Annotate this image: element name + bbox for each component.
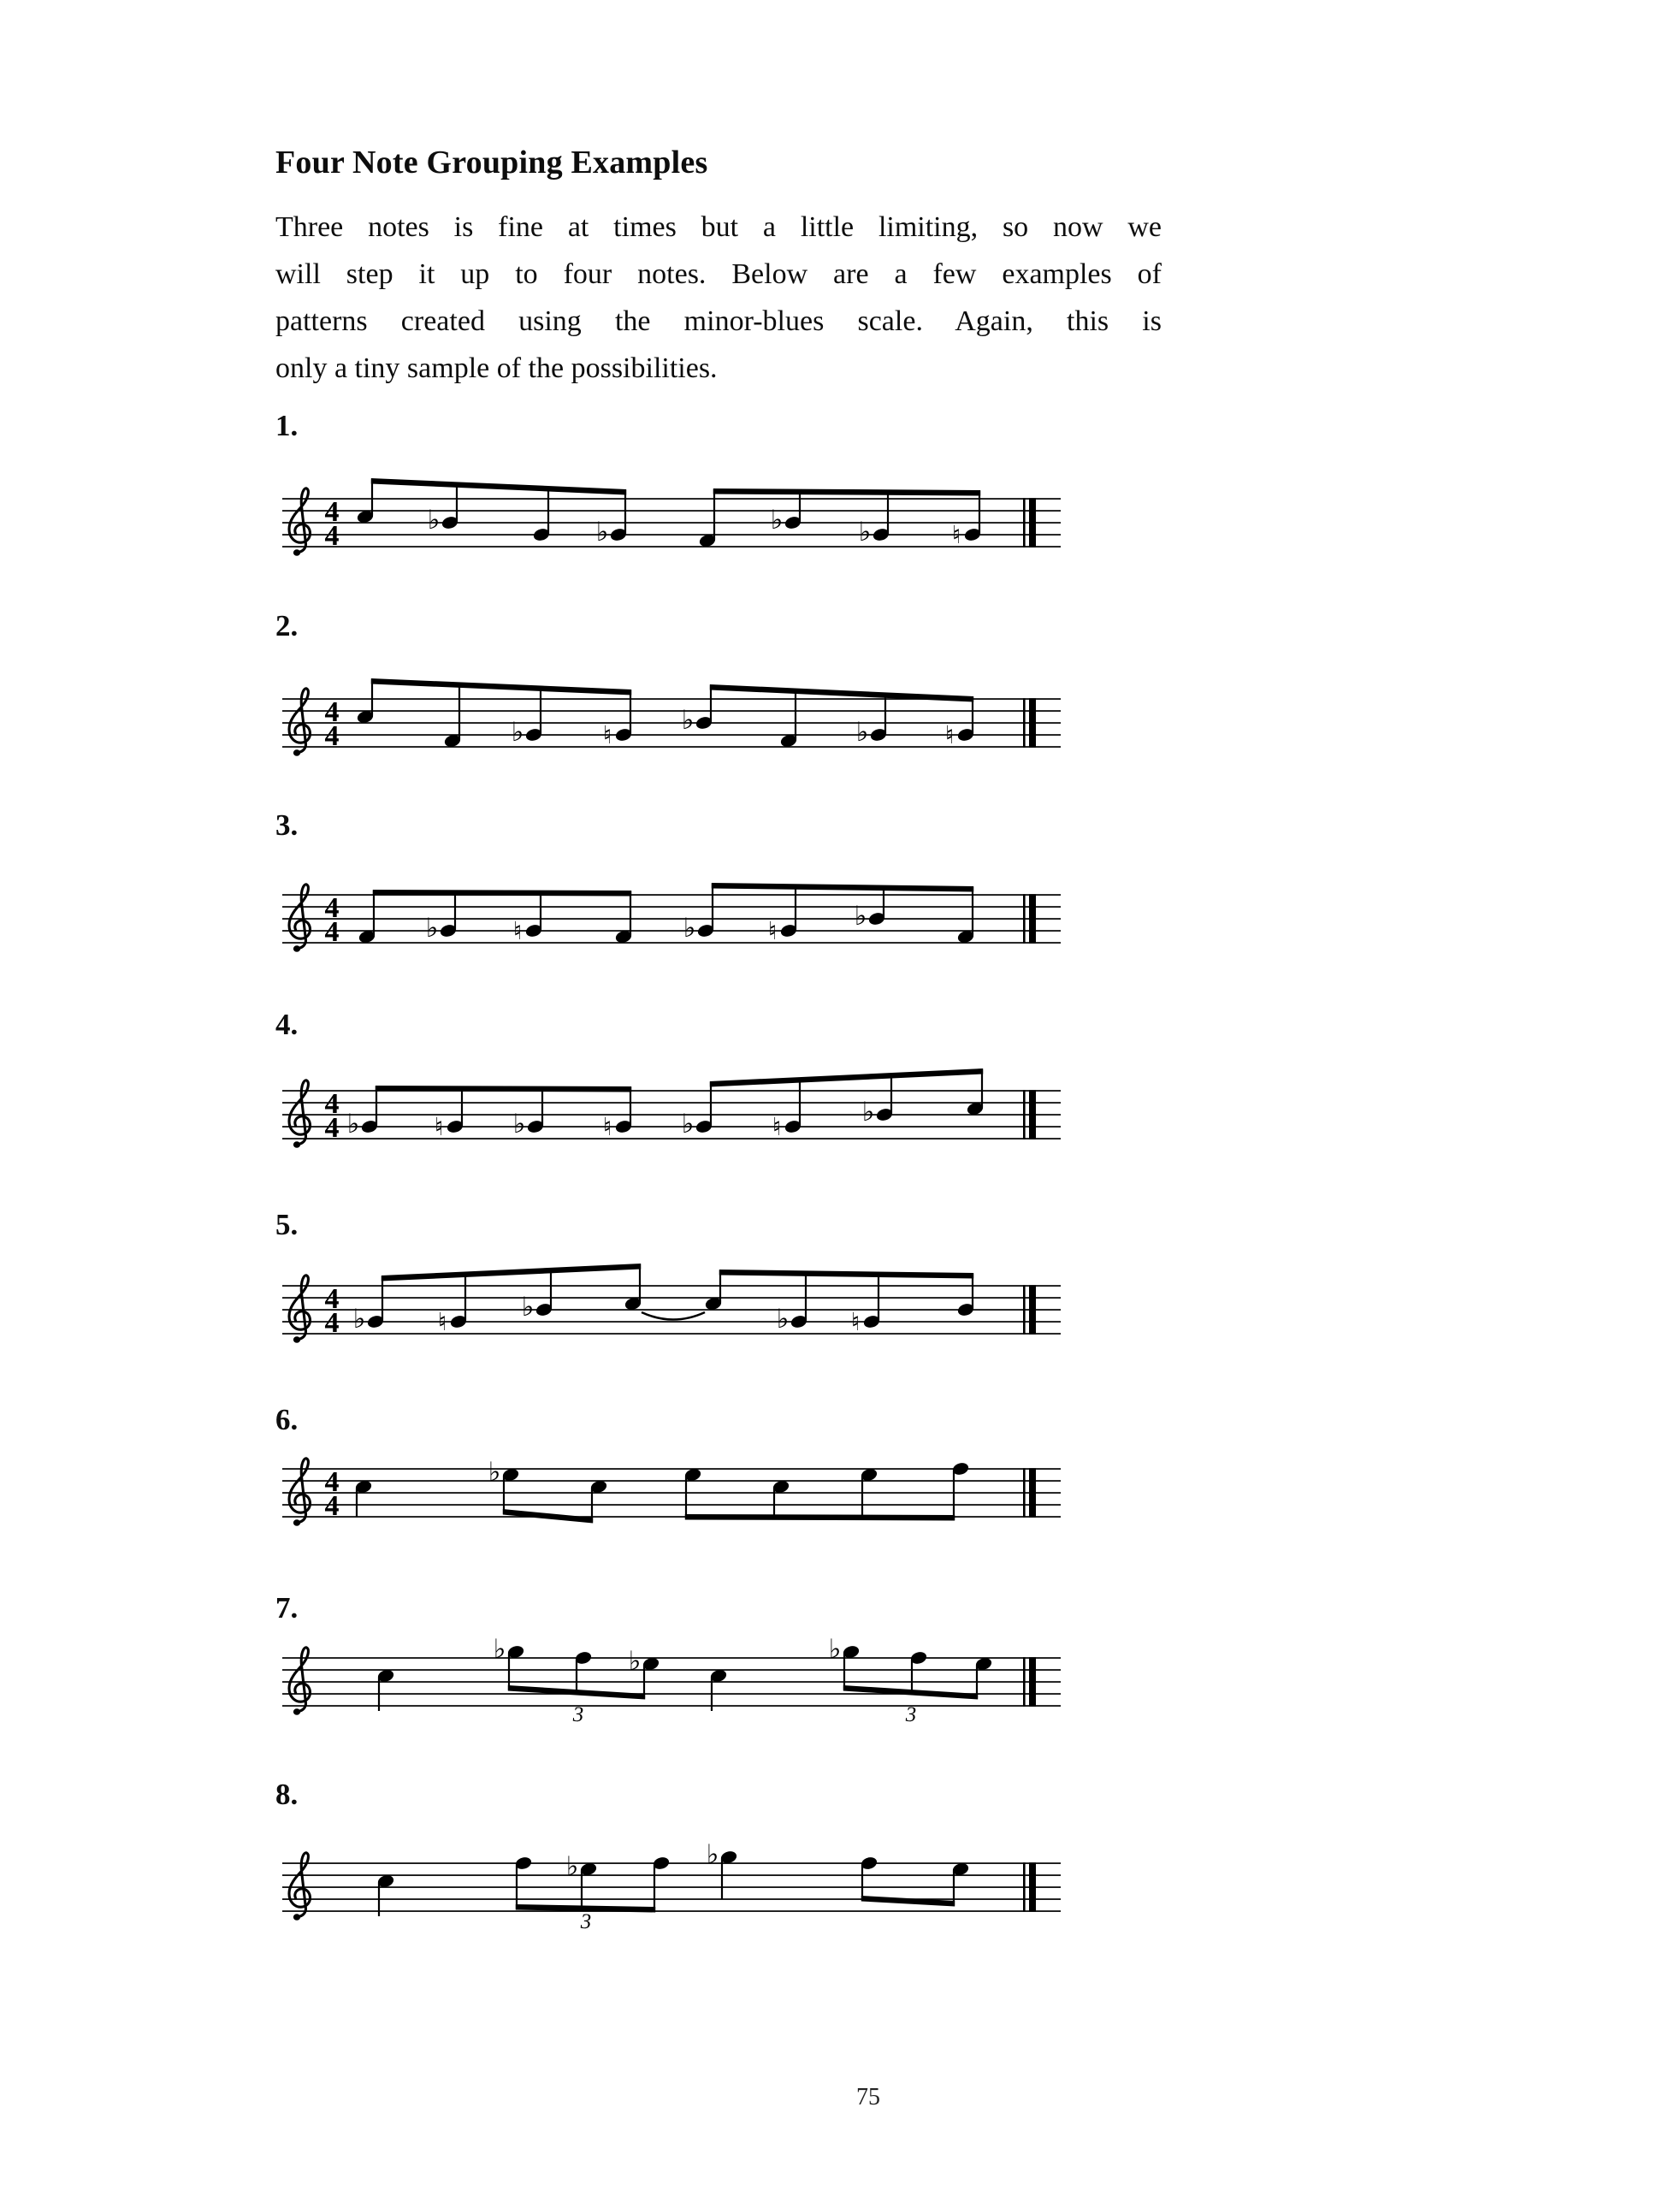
note-stem [371, 679, 373, 715]
clef-stroke [289, 689, 311, 753]
clef-blob [293, 1914, 300, 1920]
note-stem [981, 1069, 983, 1107]
clef-stroke [289, 1276, 311, 1340]
tuplet-number: 3 [580, 1910, 592, 1933]
clef-stroke [289, 1648, 311, 1712]
note-stem [972, 887, 973, 935]
staff-line [282, 1669, 1061, 1671]
note-stem [382, 1276, 383, 1320]
staff-line [282, 710, 1061, 712]
note-stem [719, 1270, 721, 1302]
example-number: 5. [275, 1208, 299, 1241]
barline-thin [1023, 1285, 1026, 1335]
flat-accidental-icon: ♭ [346, 1109, 360, 1139]
time-signature-bottom: 4 [324, 1490, 340, 1522]
time-signature-top: 4 [324, 1283, 340, 1315]
note-stem [376, 1086, 377, 1125]
clef-blob [293, 1141, 300, 1147]
flat-accidental-icon: ♭ [425, 913, 439, 944]
time-signature-top: 4 [324, 696, 340, 728]
staff-example-2 [279, 656, 1081, 791]
page-number: 75 [856, 2084, 880, 2110]
note-stem [710, 685, 712, 721]
note-stem [979, 491, 980, 533]
note-stem [576, 1660, 577, 1695]
barline-thick [1029, 698, 1036, 748]
flat-accidental-icon: ♭ [683, 913, 696, 944]
flat-accidental-icon: ♭ [352, 1304, 366, 1335]
natural-accidental-icon: ♮ [767, 916, 778, 945]
note-stem [630, 1087, 631, 1125]
natural-accidental-icon: ♮ [512, 916, 523, 945]
clef-stroke [289, 885, 311, 949]
flat-accidental-icon: ♭ [770, 505, 784, 536]
paragraph-line: will step it up to four notes. Below are a few examples of [275, 258, 1162, 290]
flat-accidental-icon: ♭ [595, 517, 609, 548]
barline-thick [1029, 894, 1036, 944]
staff-line [282, 734, 1061, 736]
clef-blob [293, 945, 300, 951]
staff-line [282, 1492, 1061, 1494]
note-stem [843, 1654, 845, 1690]
example-number: 1. [275, 409, 299, 442]
note-stem [454, 891, 456, 929]
note-stem [541, 1087, 543, 1125]
note-stem [378, 1883, 380, 1916]
beam [376, 1086, 631, 1092]
note-stem [713, 489, 715, 539]
flat-accidental-icon: ♭ [858, 517, 872, 548]
staff-line [282, 522, 1061, 524]
staff-line [282, 1468, 1061, 1470]
staff-line [282, 906, 1061, 908]
paragraph-line: only a tiny sample of the possibilities. [275, 352, 718, 384]
note-stem [721, 1859, 723, 1899]
flat-accidental-icon: ♭ [565, 1851, 579, 1882]
note-stem [710, 1082, 712, 1125]
staff-line [282, 1285, 1061, 1287]
time-signature-bottom: 4 [324, 520, 340, 552]
barline-thin [1023, 1862, 1026, 1912]
note-stem [953, 1471, 955, 1519]
flat-accidental-icon: ♭ [493, 1634, 506, 1665]
staff-example-7 [279, 1615, 1081, 1750]
staff-line [282, 1138, 1061, 1139]
note-stem [547, 487, 549, 533]
staff-line [282, 722, 1061, 724]
time-signature-bottom: 4 [324, 1307, 340, 1339]
flat-accidental-icon: ♭ [488, 1457, 501, 1488]
beam [861, 1896, 955, 1907]
barline-thin [1023, 1468, 1026, 1518]
flat-accidental-icon: ♭ [628, 1646, 642, 1677]
flat-accidental-icon: ♭ [681, 1109, 695, 1139]
note-stem [711, 1678, 713, 1711]
flat-accidental-icon: ♭ [511, 717, 524, 748]
note-stem [890, 1074, 892, 1113]
note-stem [371, 479, 373, 515]
tuplet-number: 3 [905, 1703, 917, 1726]
flat-accidental-icon: ♭ [681, 705, 695, 736]
note-stem [887, 490, 889, 533]
note-stem [516, 1865, 518, 1909]
staff-line [282, 1333, 1061, 1335]
staff-line [282, 1504, 1061, 1506]
page-title: Four Note Grouping Examples [275, 145, 708, 181]
barline-thick [1029, 1468, 1036, 1518]
clef-blob [293, 749, 300, 755]
beam [371, 678, 631, 695]
staff-line [282, 1910, 1061, 1912]
time-signature-top: 4 [324, 892, 340, 924]
note-stem [503, 1477, 505, 1514]
staff-example-1 [279, 456, 1081, 591]
note-stem [456, 482, 458, 521]
natural-accidental-icon: ♮ [944, 720, 955, 749]
example-number: 6. [275, 1403, 299, 1436]
barline-thick [1029, 1657, 1036, 1707]
clef-stroke [289, 1853, 311, 1917]
note-stem [911, 1660, 913, 1695]
note-stem [795, 690, 796, 739]
natural-accidental-icon: ♮ [772, 1112, 782, 1141]
note-stem [884, 693, 886, 733]
flat-accidental-icon: ♭ [521, 1292, 535, 1323]
staff-line [282, 1898, 1061, 1900]
note-stem [654, 1865, 655, 1911]
staff-example-5 [279, 1243, 1081, 1378]
flat-accidental-icon: ♭ [855, 717, 869, 748]
paragraph-line: Three notes is fine at times but a little limiting, so now we [275, 211, 1162, 243]
note-stem [581, 1871, 583, 1910]
clef-blob [293, 549, 300, 555]
flat-accidental-icon: ♭ [854, 901, 867, 932]
barline-thin [1023, 894, 1026, 944]
flat-accidental-icon: ♭ [427, 505, 441, 536]
beam [382, 1264, 641, 1281]
beam [710, 1068, 983, 1087]
staff-line [282, 1874, 1061, 1876]
flat-accidental-icon: ♭ [512, 1109, 526, 1139]
note-stem [550, 1269, 552, 1308]
staff-line [282, 1705, 1061, 1707]
natural-accidental-icon: ♮ [602, 1112, 612, 1141]
time-signature-bottom: 4 [324, 916, 340, 948]
note-stem [972, 697, 973, 733]
note-stem [591, 1489, 593, 1522]
clef-stroke [289, 1459, 311, 1523]
staff-line [282, 498, 1061, 500]
natural-accidental-icon: ♮ [850, 1307, 861, 1336]
staff-line [282, 510, 1061, 512]
note-stem [639, 1264, 641, 1302]
natural-accidental-icon: ♮ [437, 1307, 447, 1336]
note-stem [878, 1273, 879, 1320]
staff-line [282, 1886, 1061, 1888]
example-number: 3. [275, 808, 299, 842]
flat-accidental-icon: ♭ [828, 1634, 842, 1665]
note-stem [378, 1678, 380, 1711]
clef-blob [293, 1519, 300, 1525]
time-signature-bottom: 4 [324, 720, 340, 752]
staff-line [282, 1102, 1061, 1104]
note-stem [861, 1477, 863, 1519]
example-number: 4. [275, 1008, 299, 1041]
note-stem [799, 1078, 801, 1125]
staff-line [282, 1297, 1061, 1299]
note-stem [624, 490, 626, 533]
flat-accidental-icon: ♭ [706, 1839, 719, 1870]
natural-accidental-icon: ♮ [951, 520, 961, 549]
barline-thin [1023, 498, 1026, 548]
intro-paragraph [275, 204, 1162, 392]
flat-accidental-icon: ♭ [776, 1304, 790, 1335]
barline-thin [1023, 1657, 1026, 1707]
note-stem [356, 1489, 358, 1517]
note-stem [861, 1865, 863, 1901]
staff-line [282, 1480, 1061, 1482]
staff-example-4 [279, 1048, 1081, 1183]
staff-line [282, 746, 1061, 748]
note-stem [953, 1871, 955, 1905]
beam [371, 478, 626, 495]
tuplet-number: 3 [572, 1703, 584, 1726]
paragraph-line: patterns created using the minor-blues scale. Again, this is [275, 305, 1162, 337]
note-stem [795, 885, 796, 929]
beam [843, 1685, 978, 1700]
staff-line [282, 534, 1061, 536]
clef-stroke [289, 1080, 311, 1145]
beam [719, 1270, 973, 1279]
note-stem [972, 1274, 973, 1308]
staff-line [282, 942, 1061, 944]
staff-line [282, 1114, 1061, 1116]
staff-line [282, 1126, 1061, 1128]
note-stem [712, 884, 713, 929]
note-stem [458, 683, 460, 739]
staff-line [282, 1321, 1061, 1323]
note-stem [685, 1477, 687, 1519]
clef-stroke [289, 488, 311, 553]
note-stem [464, 1272, 466, 1320]
staff-line [282, 918, 1061, 920]
barline-thin [1023, 698, 1026, 748]
time-signature-bottom: 4 [324, 1112, 340, 1144]
note-stem [976, 1666, 978, 1698]
natural-accidental-icon: ♮ [602, 720, 612, 749]
example-number: 8. [275, 1778, 299, 1811]
note-stem [630, 891, 631, 935]
example-number: 2. [275, 609, 299, 642]
barline-thick [1029, 1862, 1036, 1912]
staff-line [282, 1309, 1061, 1311]
natural-accidental-icon: ♮ [434, 1112, 444, 1141]
flat-accidental-icon: ♭ [861, 1097, 875, 1128]
time-signature-top: 4 [324, 1088, 340, 1120]
barline-thick [1029, 498, 1036, 548]
barline-thick [1029, 1090, 1036, 1139]
note-stem [540, 686, 541, 733]
time-signature-top: 4 [324, 496, 340, 528]
staff-line [282, 930, 1061, 932]
tie [642, 1312, 705, 1320]
staff-line [282, 546, 1061, 548]
note-stem [630, 690, 631, 733]
clef-blob [293, 1708, 300, 1714]
note-stem [508, 1654, 510, 1690]
note-stem [540, 891, 541, 929]
time-signature-top: 4 [324, 1466, 340, 1498]
note-stem [373, 891, 375, 935]
beam [713, 488, 980, 496]
note-stem [643, 1666, 645, 1698]
staff-line [282, 1681, 1061, 1683]
note-stem [461, 1086, 463, 1125]
example-number: 7. [275, 1591, 299, 1625]
barline-thin [1023, 1090, 1026, 1139]
staff-example-8 [279, 1820, 1081, 1956]
beam [712, 883, 973, 892]
staff-example-3 [279, 852, 1081, 987]
barline-thick [1029, 1285, 1036, 1335]
beam [685, 1514, 955, 1521]
staff-example-6 [279, 1426, 1081, 1561]
clef-blob [293, 1336, 300, 1342]
staff-line [282, 1862, 1061, 1864]
note-stem [805, 1271, 807, 1320]
staff-line [282, 1657, 1061, 1659]
beam [373, 890, 631, 897]
